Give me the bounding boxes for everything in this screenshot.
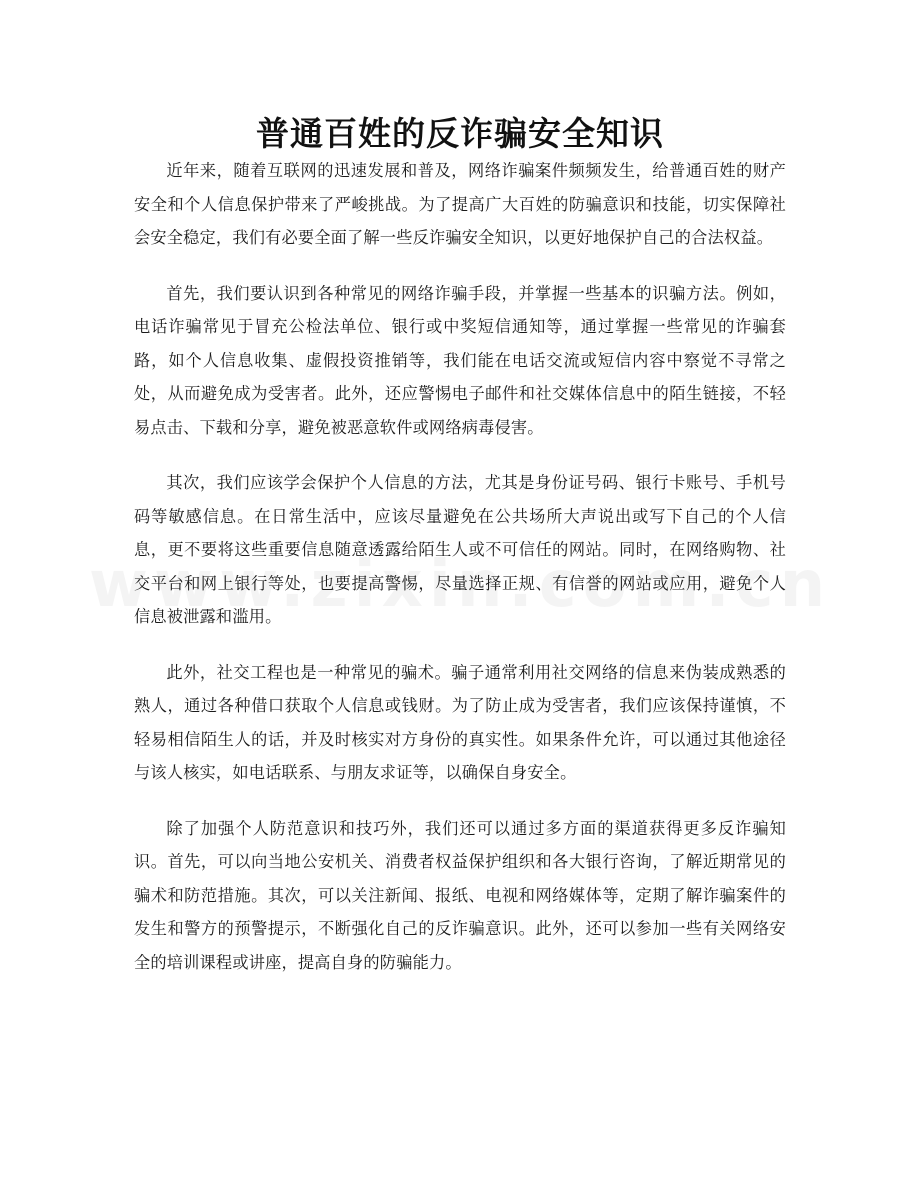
paragraph-2: 首先，我们要认识到各种常见的网络诈骗手段，并掌握一些基本的识骗方法。例如，电话诈骗常见于冒充公检法单位、银行或中奖短信通知等，通过掌握一些常见的诈骗套路，如个人信息收集、虚假投资推销等，我们能在电话交流或短信内容中察觉不寻常之处，从而避免成为受害者。此外，还应警惕电子邮件和社交媒体信息中的陌生链接，不轻易点击、下载和分享，避免被恶意软件或网络病毒侵害。 xyxy=(134,283,786,437)
paragraph-5: 除了加强个人防范意识和技巧外，我们还可以通过多方面的渠道获得更多反诈骗知识。首先，可以向当地公安机关、消费者权益保护组织和各大银行咨询，了解近期常见的骗术和防范措施。其次，可以关注新闻、报纸、电视和网络媒体等，定期了解诈骗案件的发生和警方的预警提示，不断强化自己的反诈骗意识。此外，还可以参加一些有关网络安全的培训课程或讲座，提高自身的防骗能力。 xyxy=(134,818,786,972)
paragraph-1: 近年来，随着互联网的迅速发展和普及，网络诈骗案件频频发生，给普通百姓的财产安全和个人信息保护带来了严峻挑战。为了提高广大百姓的防骗意识和技能，切实保障社会安全稳定，我们有必要全面了解一些反诈骗安全知识，以更好地保护自己的合法权益。 xyxy=(134,161,786,247)
paragraph-3: 其次，我们应该学会保护个人信息的方法，尤其是身份证号码、银行卡账号、手机号码等敏感信息。在日常生活中，应该尽量避免在公共场所大声说出或写下自己的个人信息，更不要将这些重要信息随意透露给陌生人或不可信任的网站。同时，在网络购物、社交平台和网上银行等处，也要提高警惕，尽量选择正规、有信誉的网站或应用，避免个人信息被泄露和滥用。 xyxy=(134,473,786,626)
document-title: 普通百姓的反诈骗安全知识 xyxy=(256,114,664,153)
paragraph-4: 此外，社交工程也是一种常见的骗术。骗子通常利用社交网络的信息来伪装成熟悉的熟人，通过各种借口获取个人信息或钱财。为了防止成为受害者，我们应该保持谨慎，不轻易相信陌生人的话，并及时核实对方身份的真实性。如果条件允许，可以通过其他途径与该人核实，如电话联系、与朋友求证等，以确保自身安全。 xyxy=(134,662,786,782)
document-body xyxy=(134,154,786,1001)
